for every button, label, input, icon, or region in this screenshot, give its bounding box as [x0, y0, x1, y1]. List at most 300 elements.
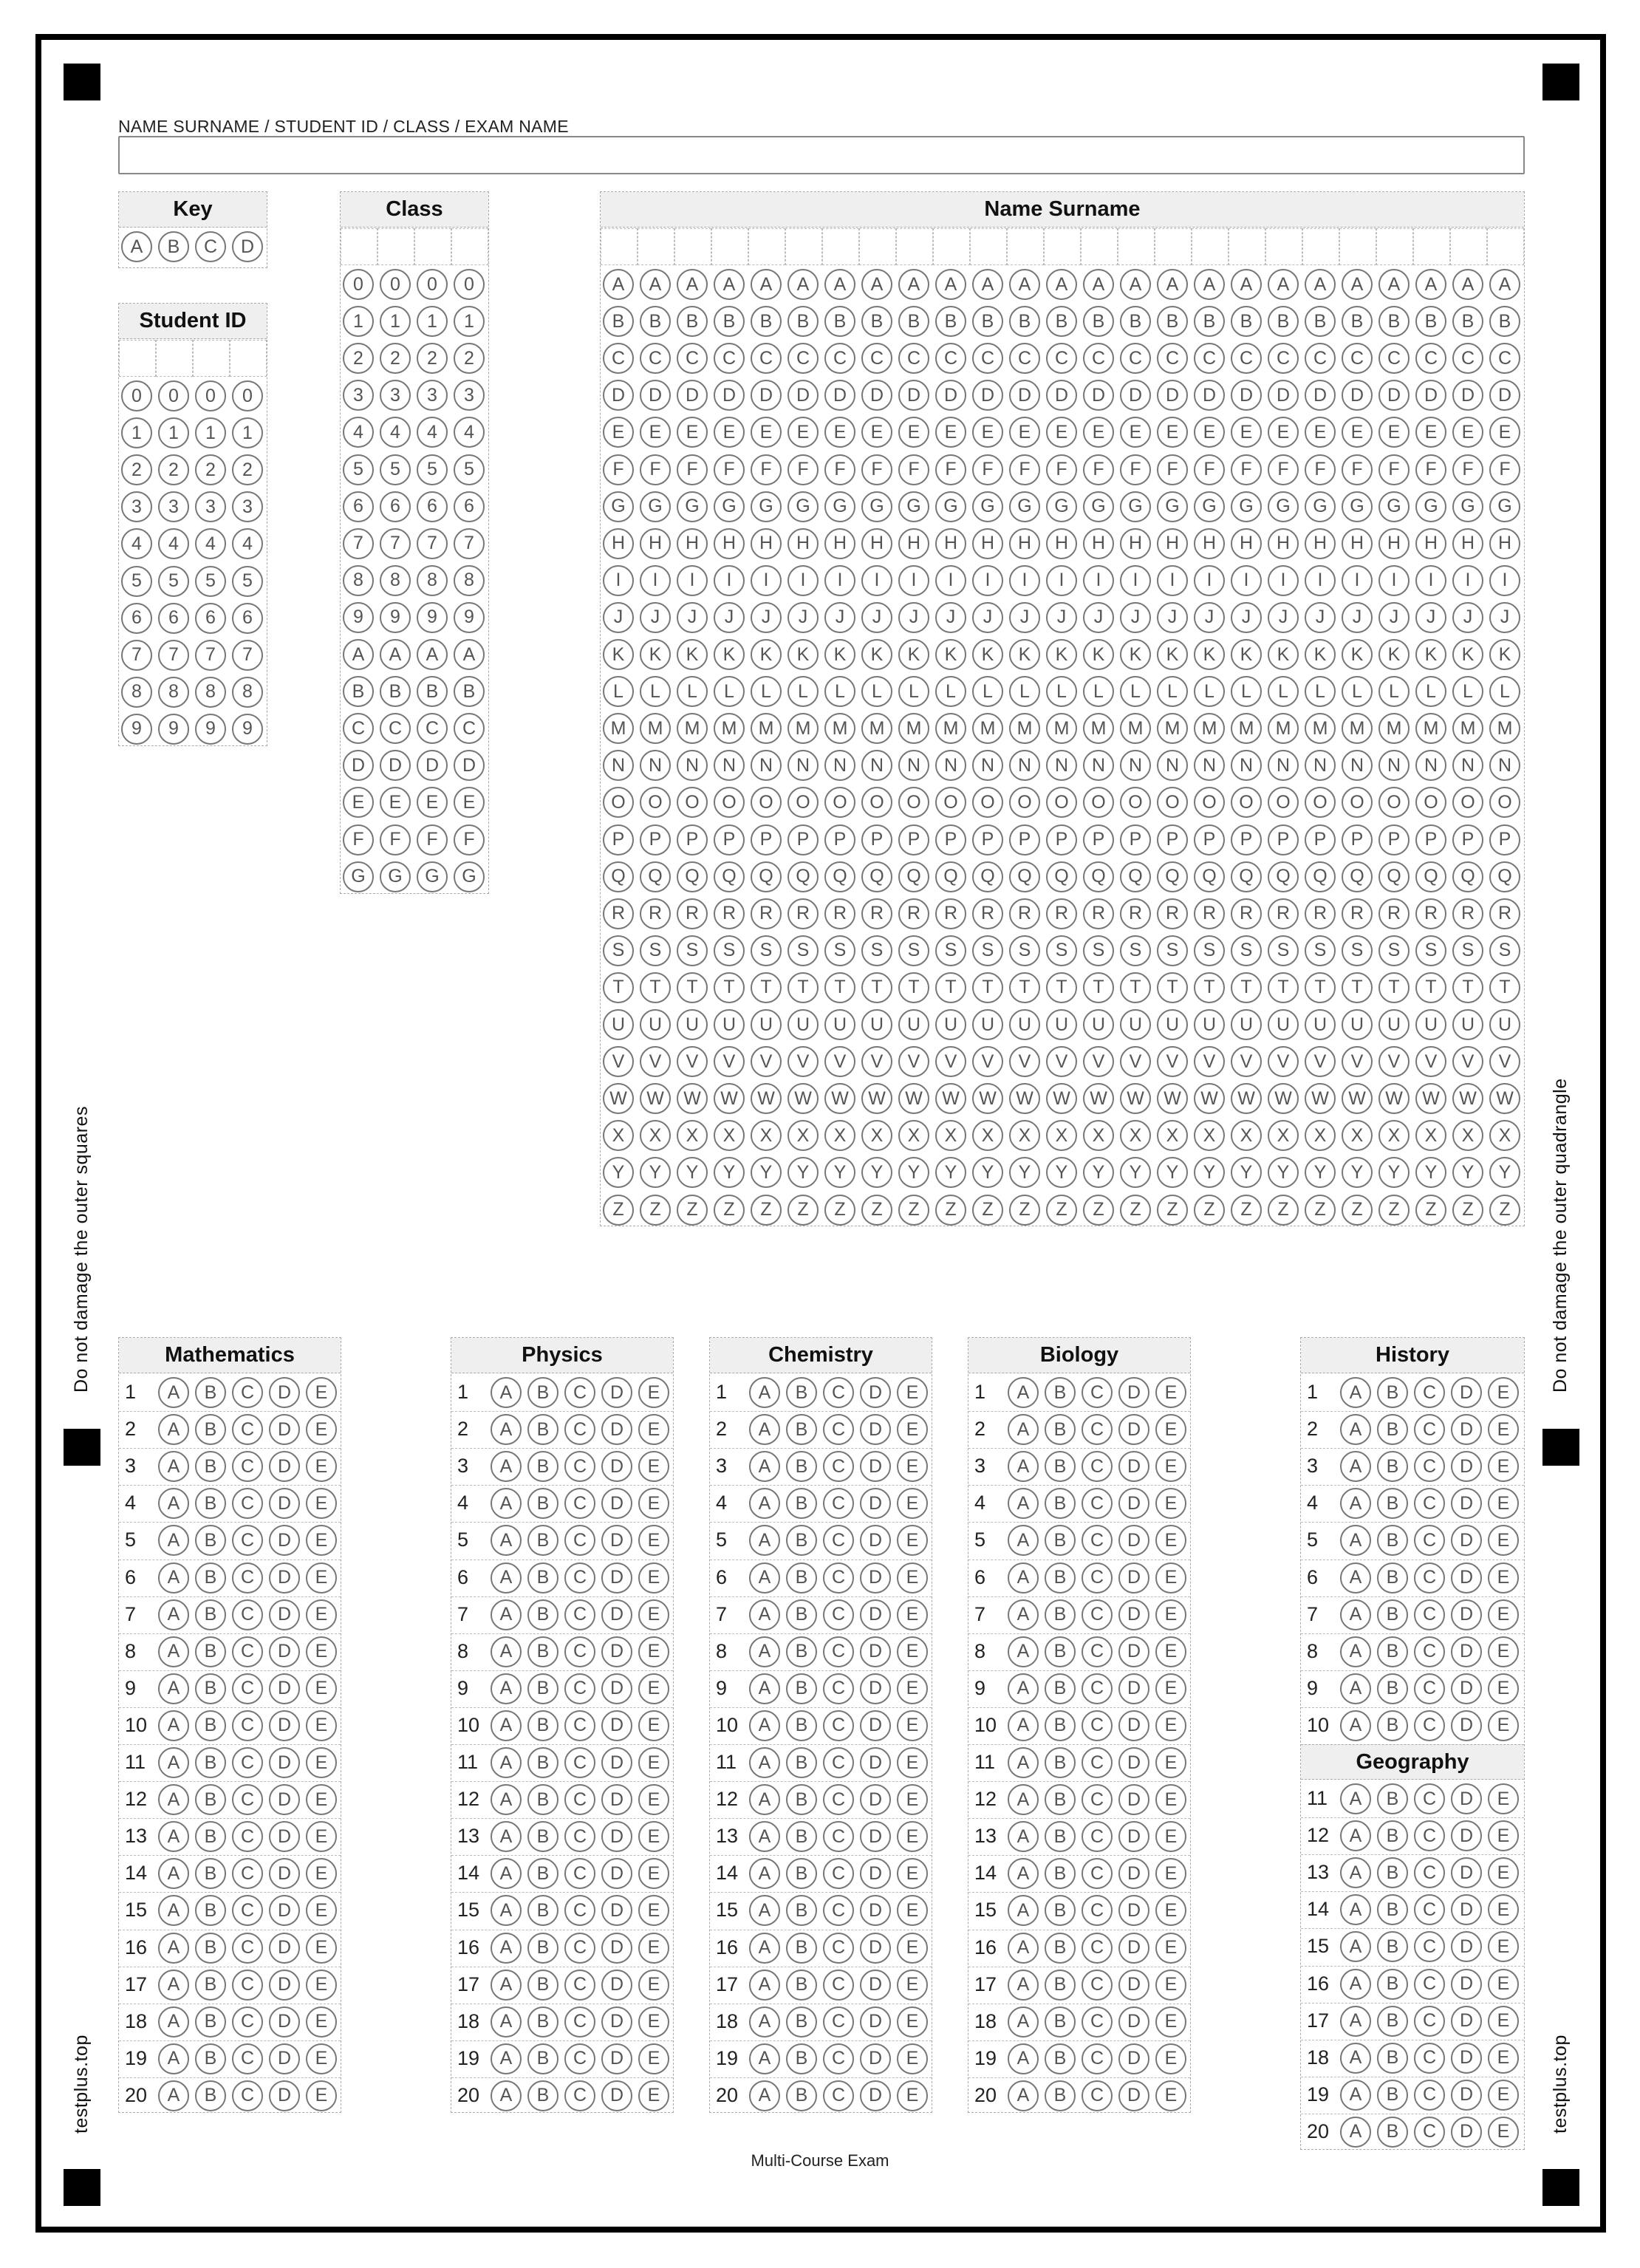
- biology-q7-option-c[interactable]: C: [1082, 1599, 1113, 1630]
- name-surname-bubble-c[interactable]: C: [824, 343, 855, 374]
- student-id-bubble-8[interactable]: 8: [158, 677, 189, 708]
- biology-q19-option-c[interactable]: C: [1082, 2043, 1113, 2074]
- name-surname-bubble-p[interactable]: P: [751, 824, 782, 855]
- biology-q7-option-d[interactable]: D: [1118, 1599, 1149, 1630]
- student-id-bubble-5[interactable]: 5: [232, 566, 263, 597]
- name-surname-bubble-i[interactable]: I: [935, 565, 966, 596]
- name-surname-bubble-m[interactable]: M: [1268, 713, 1299, 744]
- history-q2-option-e[interactable]: E: [1488, 1414, 1519, 1445]
- physics-q7-option-c[interactable]: C: [564, 1599, 595, 1630]
- name-surname-bubble-d[interactable]: D: [1489, 380, 1520, 411]
- student-id-bubble-0[interactable]: 0: [158, 380, 189, 411]
- name-surname-bubble-d[interactable]: D: [972, 380, 1003, 411]
- mathematics-q20-option-a[interactable]: A: [158, 2080, 189, 2111]
- biology-q16-option-a[interactable]: A: [1008, 1933, 1039, 1964]
- mathematics-q12-option-e[interactable]: E: [306, 1784, 337, 1815]
- student-id-bubble-2[interactable]: 2: [121, 454, 152, 485]
- name-surname-bubble-j[interactable]: J: [603, 602, 634, 633]
- name-surname-bubble-f[interactable]: F: [972, 454, 1003, 485]
- chemistry-q7-option-a[interactable]: A: [749, 1599, 780, 1630]
- biology-q4-option-b[interactable]: B: [1045, 1488, 1076, 1519]
- name-surname-bubble-c[interactable]: C: [935, 343, 966, 374]
- name-surname-write-box[interactable]: [1007, 228, 1044, 265]
- name-surname-bubble-k[interactable]: K: [1415, 639, 1446, 670]
- name-surname-bubble-c[interactable]: C: [1305, 343, 1336, 374]
- name-surname-bubble-j[interactable]: J: [1046, 602, 1077, 633]
- mathematics-q19-option-b[interactable]: B: [195, 2043, 226, 2074]
- name-surname-bubble-g[interactable]: G: [1231, 491, 1262, 522]
- chemistry-q1-option-b[interactable]: B: [786, 1377, 817, 1408]
- student-id-bubble-1[interactable]: 1: [195, 417, 226, 448]
- physics-q9-option-a[interactable]: A: [491, 1673, 522, 1704]
- name-surname-bubble-q[interactable]: Q: [603, 861, 634, 892]
- name-surname-bubble-m[interactable]: M: [1489, 713, 1520, 744]
- mathematics-q19-option-a[interactable]: A: [158, 2043, 189, 2074]
- history-q10-option-c[interactable]: C: [1414, 1710, 1445, 1741]
- biology-q2-option-d[interactable]: D: [1118, 1414, 1149, 1445]
- name-surname-bubble-g[interactable]: G: [1489, 491, 1520, 522]
- name-surname-bubble-a[interactable]: A: [1009, 269, 1040, 300]
- name-surname-bubble-a[interactable]: A: [787, 269, 819, 300]
- name-surname-bubble-x[interactable]: X: [1120, 1120, 1151, 1151]
- geography-q16-option-c[interactable]: C: [1414, 1969, 1445, 2000]
- name-surname-bubble-q[interactable]: Q: [1378, 861, 1410, 892]
- class-write-box[interactable]: [451, 228, 488, 265]
- name-surname-bubble-l[interactable]: L: [1046, 676, 1077, 707]
- name-surname-bubble-s[interactable]: S: [861, 935, 892, 966]
- name-surname-bubble-i[interactable]: I: [1046, 565, 1077, 596]
- name-surname-bubble-k[interactable]: K: [1009, 639, 1040, 670]
- name-surname-bubble-s[interactable]: S: [1342, 935, 1373, 966]
- mathematics-q15-option-e[interactable]: E: [306, 1895, 337, 1926]
- history-q8-option-a[interactable]: A: [1340, 1636, 1371, 1667]
- name-surname-bubble-k[interactable]: K: [1194, 639, 1225, 670]
- biology-q17-option-d[interactable]: D: [1118, 1970, 1149, 2001]
- chemistry-q17-option-a[interactable]: A: [749, 1970, 780, 2001]
- name-surname-bubble-y[interactable]: Y: [751, 1157, 782, 1188]
- name-surname-bubble-i[interactable]: I: [1342, 565, 1373, 596]
- name-surname-bubble-z[interactable]: Z: [1342, 1195, 1373, 1226]
- name-surname-bubble-y[interactable]: Y: [1378, 1157, 1410, 1188]
- history-q4-option-a[interactable]: A: [1340, 1488, 1371, 1519]
- mathematics-q4-option-d[interactable]: D: [269, 1488, 300, 1519]
- student-id-bubble-7[interactable]: 7: [121, 640, 152, 671]
- name-surname-bubble-l[interactable]: L: [1194, 676, 1225, 707]
- name-surname-bubble-x[interactable]: X: [677, 1120, 708, 1151]
- name-surname-bubble-w[interactable]: W: [1415, 1083, 1446, 1114]
- name-surname-bubble-c[interactable]: C: [898, 343, 929, 374]
- chemistry-q10-option-c[interactable]: C: [823, 1710, 854, 1741]
- name-surname-bubble-p[interactable]: P: [1342, 824, 1373, 855]
- chemistry-q2-option-e[interactable]: E: [897, 1414, 928, 1445]
- name-surname-bubble-v[interactable]: V: [1083, 1046, 1114, 1077]
- name-surname-bubble-c[interactable]: C: [1120, 343, 1151, 374]
- name-surname-bubble-n[interactable]: N: [1157, 750, 1188, 781]
- name-surname-bubble-o[interactable]: O: [751, 787, 782, 818]
- class-bubble-b[interactable]: B: [343, 676, 374, 707]
- chemistry-q17-option-d[interactable]: D: [860, 1970, 891, 2001]
- name-surname-bubble-f[interactable]: F: [751, 454, 782, 485]
- name-surname-bubble-u[interactable]: U: [1378, 1009, 1410, 1040]
- chemistry-q18-option-d[interactable]: D: [860, 2006, 891, 2038]
- name-surname-bubble-g[interactable]: G: [898, 491, 929, 522]
- name-surname-bubble-d[interactable]: D: [1231, 380, 1262, 411]
- name-surname-bubble-u[interactable]: U: [935, 1009, 966, 1040]
- biology-q19-option-b[interactable]: B: [1045, 2043, 1076, 2074]
- mathematics-q19-option-e[interactable]: E: [306, 2043, 337, 2074]
- name-surname-bubble-o[interactable]: O: [935, 787, 966, 818]
- mathematics-q11-option-d[interactable]: D: [269, 1747, 300, 1778]
- name-surname-bubble-x[interactable]: X: [1415, 1120, 1446, 1151]
- class-bubble-4[interactable]: 4: [380, 417, 411, 448]
- name-surname-bubble-b[interactable]: B: [714, 306, 745, 337]
- name-surname-bubble-d[interactable]: D: [1120, 380, 1151, 411]
- name-surname-bubble-t[interactable]: T: [1489, 972, 1520, 1003]
- chemistry-q14-option-b[interactable]: B: [786, 1858, 817, 1889]
- name-surname-bubble-q[interactable]: Q: [640, 861, 671, 892]
- name-surname-bubble-h[interactable]: H: [898, 528, 929, 559]
- history-q9-option-b[interactable]: B: [1377, 1673, 1408, 1704]
- biology-q6-option-d[interactable]: D: [1118, 1562, 1149, 1594]
- student-id-bubble-4[interactable]: 4: [158, 528, 189, 559]
- name-surname-bubble-y[interactable]: Y: [1046, 1157, 1077, 1188]
- geography-q11-option-a[interactable]: A: [1340, 1783, 1371, 1814]
- name-surname-bubble-y[interactable]: Y: [1157, 1157, 1188, 1188]
- name-surname-bubble-n[interactable]: N: [1194, 750, 1225, 781]
- name-surname-bubble-p[interactable]: P: [1305, 824, 1336, 855]
- name-surname-bubble-j[interactable]: J: [787, 602, 819, 633]
- biology-q7-option-e[interactable]: E: [1155, 1599, 1186, 1630]
- biology-q9-option-e[interactable]: E: [1155, 1673, 1186, 1704]
- biology-q10-option-d[interactable]: D: [1118, 1710, 1149, 1741]
- student-id-bubble-1[interactable]: 1: [158, 417, 189, 448]
- physics-q16-option-d[interactable]: D: [601, 1933, 632, 1964]
- name-surname-bubble-h[interactable]: H: [1194, 528, 1225, 559]
- name-surname-bubble-r[interactable]: R: [1378, 898, 1410, 929]
- name-surname-bubble-n[interactable]: N: [898, 750, 929, 781]
- name-surname-bubble-h[interactable]: H: [972, 528, 1003, 559]
- name-surname-bubble-s[interactable]: S: [1231, 935, 1262, 966]
- student-id-bubble-6[interactable]: 6: [121, 603, 152, 634]
- name-surname-bubble-p[interactable]: P: [1231, 824, 1262, 855]
- name-surname-bubble-o[interactable]: O: [1120, 787, 1151, 818]
- physics-q8-option-d[interactable]: D: [601, 1636, 632, 1667]
- name-surname-bubble-i[interactable]: I: [751, 565, 782, 596]
- physics-q15-option-b[interactable]: B: [527, 1895, 558, 1926]
- mathematics-q12-option-a[interactable]: A: [158, 1784, 189, 1815]
- chemistry-q5-option-e[interactable]: E: [897, 1525, 928, 1556]
- name-surname-bubble-m[interactable]: M: [1120, 713, 1151, 744]
- name-surname-bubble-i[interactable]: I: [1120, 565, 1151, 596]
- name-surname-bubble-h[interactable]: H: [1046, 528, 1077, 559]
- history-q6-option-c[interactable]: C: [1414, 1562, 1445, 1594]
- name-surname-bubble-s[interactable]: S: [1120, 935, 1151, 966]
- name-surname-bubble-p[interactable]: P: [972, 824, 1003, 855]
- geography-q11-option-e[interactable]: E: [1488, 1783, 1519, 1814]
- name-surname-bubble-a[interactable]: A: [1157, 269, 1188, 300]
- name-surname-bubble-x[interactable]: X: [898, 1120, 929, 1151]
- name-surname-bubble-u[interactable]: U: [1157, 1009, 1188, 1040]
- history-q4-option-c[interactable]: C: [1414, 1488, 1445, 1519]
- name-surname-bubble-q[interactable]: Q: [972, 861, 1003, 892]
- student-id-bubble-1[interactable]: 1: [232, 417, 263, 448]
- class-bubble-f[interactable]: F: [380, 824, 411, 855]
- biology-q16-option-b[interactable]: B: [1045, 1933, 1076, 1964]
- history-q6-option-e[interactable]: E: [1488, 1562, 1519, 1594]
- name-surname-bubble-k[interactable]: K: [751, 639, 782, 670]
- name-surname-write-box[interactable]: [1118, 228, 1155, 265]
- name-surname-bubble-f[interactable]: F: [787, 454, 819, 485]
- mathematics-q14-option-e[interactable]: E: [306, 1858, 337, 1889]
- mathematics-q11-option-c[interactable]: C: [232, 1747, 263, 1778]
- student-id-bubble-7[interactable]: 7: [158, 640, 189, 671]
- chemistry-q14-option-a[interactable]: A: [749, 1858, 780, 1889]
- name-surname-bubble-n[interactable]: N: [714, 750, 745, 781]
- name-surname-bubble-y[interactable]: Y: [714, 1157, 745, 1188]
- mathematics-q17-option-c[interactable]: C: [232, 1970, 263, 2001]
- chemistry-q6-option-e[interactable]: E: [897, 1562, 928, 1594]
- name-surname-bubble-l[interactable]: L: [972, 676, 1003, 707]
- physics-q3-option-c[interactable]: C: [564, 1451, 595, 1482]
- geography-q20-option-a[interactable]: A: [1340, 2117, 1371, 2148]
- name-surname-bubble-e[interactable]: E: [603, 417, 634, 448]
- history-q7-option-c[interactable]: C: [1414, 1599, 1445, 1630]
- key-bubble-c[interactable]: C: [195, 231, 226, 262]
- mathematics-q13-option-e[interactable]: E: [306, 1821, 337, 1852]
- chemistry-q19-option-a[interactable]: A: [749, 2043, 780, 2074]
- name-surname-bubble-m[interactable]: M: [677, 713, 708, 744]
- name-surname-bubble-k[interactable]: K: [603, 639, 634, 670]
- name-surname-bubble-y[interactable]: Y: [1009, 1157, 1040, 1188]
- chemistry-q2-option-b[interactable]: B: [786, 1414, 817, 1445]
- chemistry-q14-option-e[interactable]: E: [897, 1858, 928, 1889]
- biology-q6-option-e[interactable]: E: [1155, 1562, 1186, 1594]
- name-surname-bubble-f[interactable]: F: [861, 454, 892, 485]
- name-surname-bubble-x[interactable]: X: [1305, 1120, 1336, 1151]
- chemistry-q1-option-d[interactable]: D: [860, 1377, 891, 1408]
- mathematics-q9-option-a[interactable]: A: [158, 1673, 189, 1704]
- name-surname-bubble-t[interactable]: T: [1378, 972, 1410, 1003]
- biology-q4-option-d[interactable]: D: [1118, 1488, 1149, 1519]
- mathematics-q19-option-c[interactable]: C: [232, 2043, 263, 2074]
- name-surname-bubble-a[interactable]: A: [1415, 269, 1446, 300]
- name-surname-bubble-b[interactable]: B: [935, 306, 966, 337]
- name-surname-bubble-b[interactable]: B: [1009, 306, 1040, 337]
- chemistry-q20-option-d[interactable]: D: [860, 2080, 891, 2111]
- physics-q2-option-d[interactable]: D: [601, 1414, 632, 1445]
- biology-q20-option-a[interactable]: A: [1008, 2080, 1039, 2111]
- name-surname-bubble-x[interactable]: X: [1489, 1120, 1520, 1151]
- name-surname-bubble-w[interactable]: W: [1452, 1083, 1483, 1114]
- name-surname-bubble-b[interactable]: B: [1342, 306, 1373, 337]
- name-surname-bubble-g[interactable]: G: [1452, 491, 1483, 522]
- name-surname-bubble-z[interactable]: Z: [861, 1195, 892, 1226]
- history-q8-option-c[interactable]: C: [1414, 1636, 1445, 1667]
- biology-q10-option-e[interactable]: E: [1155, 1710, 1186, 1741]
- physics-q13-option-b[interactable]: B: [527, 1821, 558, 1852]
- name-surname-bubble-s[interactable]: S: [751, 935, 782, 966]
- physics-q11-option-c[interactable]: C: [564, 1747, 595, 1778]
- class-bubble-7[interactable]: 7: [454, 528, 485, 559]
- physics-q16-option-c[interactable]: C: [564, 1933, 595, 1964]
- biology-q19-option-e[interactable]: E: [1155, 2043, 1186, 2074]
- mathematics-q9-option-c[interactable]: C: [232, 1673, 263, 1704]
- name-surname-bubble-p[interactable]: P: [1452, 824, 1483, 855]
- class-bubble-0[interactable]: 0: [454, 269, 485, 300]
- student-id-bubble-9[interactable]: 9: [121, 714, 152, 745]
- key-bubble-a[interactable]: A: [121, 231, 152, 262]
- name-surname-bubble-w[interactable]: W: [1342, 1083, 1373, 1114]
- name-surname-bubble-n[interactable]: N: [1305, 750, 1336, 781]
- name-surname-bubble-z[interactable]: Z: [677, 1195, 708, 1226]
- name-surname-bubble-h[interactable]: H: [603, 528, 634, 559]
- biology-q20-option-d[interactable]: D: [1118, 2080, 1149, 2111]
- name-surname-bubble-h[interactable]: H: [1305, 528, 1336, 559]
- geography-q19-option-b[interactable]: B: [1377, 2080, 1408, 2111]
- name-surname-bubble-l[interactable]: L: [787, 676, 819, 707]
- name-surname-bubble-f[interactable]: F: [640, 454, 671, 485]
- name-surname-write-box[interactable]: [1450, 228, 1487, 265]
- name-surname-bubble-n[interactable]: N: [1489, 750, 1520, 781]
- name-surname-bubble-t[interactable]: T: [1415, 972, 1446, 1003]
- chemistry-q19-option-d[interactable]: D: [860, 2043, 891, 2074]
- mathematics-q4-option-c[interactable]: C: [232, 1488, 263, 1519]
- name-surname-bubble-o[interactable]: O: [787, 787, 819, 818]
- geography-q15-option-d[interactable]: D: [1451, 1931, 1482, 1962]
- name-surname-bubble-n[interactable]: N: [1342, 750, 1373, 781]
- name-surname-bubble-d[interactable]: D: [1194, 380, 1225, 411]
- name-surname-bubble-u[interactable]: U: [677, 1009, 708, 1040]
- name-surname-bubble-l[interactable]: L: [1378, 676, 1410, 707]
- name-surname-bubble-d[interactable]: D: [1083, 380, 1114, 411]
- chemistry-q8-option-a[interactable]: A: [749, 1636, 780, 1667]
- chemistry-q3-option-a[interactable]: A: [749, 1451, 780, 1482]
- name-surname-bubble-p[interactable]: P: [1415, 824, 1446, 855]
- name-surname-bubble-z[interactable]: Z: [824, 1195, 855, 1226]
- name-surname-bubble-v[interactable]: V: [1378, 1046, 1410, 1077]
- name-surname-bubble-y[interactable]: Y: [1120, 1157, 1151, 1188]
- biology-q10-option-b[interactable]: B: [1045, 1710, 1076, 1741]
- chemistry-q11-option-b[interactable]: B: [786, 1747, 817, 1778]
- mathematics-q16-option-b[interactable]: B: [195, 1933, 226, 1964]
- name-surname-bubble-g[interactable]: G: [603, 491, 634, 522]
- chemistry-q10-option-a[interactable]: A: [749, 1710, 780, 1741]
- mathematics-q20-option-b[interactable]: B: [195, 2080, 226, 2111]
- name-surname-bubble-w[interactable]: W: [1083, 1083, 1114, 1114]
- name-surname-bubble-u[interactable]: U: [861, 1009, 892, 1040]
- name-surname-bubble-g[interactable]: G: [1120, 491, 1151, 522]
- biology-q13-option-b[interactable]: B: [1045, 1821, 1076, 1852]
- class-bubble-4[interactable]: 4: [343, 417, 374, 448]
- name-surname-bubble-q[interactable]: Q: [824, 861, 855, 892]
- name-surname-bubble-q[interactable]: Q: [1009, 861, 1040, 892]
- student-id-bubble-1[interactable]: 1: [121, 417, 152, 448]
- name-surname-bubble-j[interactable]: J: [1157, 602, 1188, 633]
- name-surname-bubble-q[interactable]: Q: [1083, 861, 1114, 892]
- geography-q15-option-b[interactable]: B: [1377, 1931, 1408, 1962]
- name-surname-bubble-d[interactable]: D: [1415, 380, 1446, 411]
- chemistry-q14-option-c[interactable]: C: [823, 1858, 854, 1889]
- name-surname-bubble-e[interactable]: E: [935, 417, 966, 448]
- name-surname-bubble-o[interactable]: O: [1342, 787, 1373, 818]
- name-surname-bubble-c[interactable]: C: [1157, 343, 1188, 374]
- name-surname-bubble-t[interactable]: T: [1157, 972, 1188, 1003]
- name-surname-bubble-o[interactable]: O: [1231, 787, 1262, 818]
- physics-q15-option-e[interactable]: E: [638, 1895, 669, 1926]
- name-surname-bubble-e[interactable]: E: [1452, 417, 1483, 448]
- name-surname-bubble-y[interactable]: Y: [1231, 1157, 1262, 1188]
- name-surname-bubble-k[interactable]: K: [1452, 639, 1483, 670]
- geography-q16-option-b[interactable]: B: [1377, 1969, 1408, 2000]
- biology-q18-option-e[interactable]: E: [1155, 2006, 1186, 2038]
- biology-q12-option-e[interactable]: E: [1155, 1784, 1186, 1815]
- name-surname-bubble-l[interactable]: L: [714, 676, 745, 707]
- biology-q4-option-a[interactable]: A: [1008, 1488, 1039, 1519]
- history-q5-option-e[interactable]: E: [1488, 1525, 1519, 1556]
- chemistry-q4-option-a[interactable]: A: [749, 1488, 780, 1519]
- name-surname-bubble-p[interactable]: P: [1083, 824, 1114, 855]
- name-surname-bubble-b[interactable]: B: [824, 306, 855, 337]
- class-bubble-d[interactable]: D: [380, 750, 411, 781]
- name-surname-bubble-h[interactable]: H: [1120, 528, 1151, 559]
- mathematics-q2-option-b[interactable]: B: [195, 1414, 226, 1445]
- physics-q9-option-c[interactable]: C: [564, 1673, 595, 1704]
- name-surname-bubble-q[interactable]: Q: [1305, 861, 1336, 892]
- name-surname-bubble-m[interactable]: M: [603, 713, 634, 744]
- biology-q14-option-e[interactable]: E: [1155, 1858, 1186, 1889]
- name-surname-bubble-v[interactable]: V: [751, 1046, 782, 1077]
- name-surname-bubble-f[interactable]: F: [1194, 454, 1225, 485]
- name-surname-bubble-b[interactable]: B: [1452, 306, 1483, 337]
- class-bubble-0[interactable]: 0: [417, 269, 448, 300]
- name-surname-bubble-y[interactable]: Y: [1489, 1157, 1520, 1188]
- name-surname-bubble-q[interactable]: Q: [751, 861, 782, 892]
- name-surname-bubble-x[interactable]: X: [824, 1120, 855, 1151]
- name-surname-bubble-t[interactable]: T: [1046, 972, 1077, 1003]
- chemistry-q3-option-e[interactable]: E: [897, 1451, 928, 1482]
- name-surname-bubble-r[interactable]: R: [1415, 898, 1446, 929]
- name-surname-bubble-g[interactable]: G: [1378, 491, 1410, 522]
- chemistry-q10-option-d[interactable]: D: [860, 1710, 891, 1741]
- name-surname-bubble-x[interactable]: X: [1342, 1120, 1373, 1151]
- name-surname-bubble-q[interactable]: Q: [935, 861, 966, 892]
- name-surname-bubble-i[interactable]: I: [1268, 565, 1299, 596]
- name-surname-bubble-x[interactable]: X: [751, 1120, 782, 1151]
- class-bubble-4[interactable]: 4: [417, 417, 448, 448]
- physics-q13-option-d[interactable]: D: [601, 1821, 632, 1852]
- name-surname-bubble-s[interactable]: S: [787, 935, 819, 966]
- name-surname-bubble-i[interactable]: I: [1083, 565, 1114, 596]
- name-surname-bubble-d[interactable]: D: [1342, 380, 1373, 411]
- name-surname-bubble-g[interactable]: G: [787, 491, 819, 522]
- name-surname-bubble-q[interactable]: Q: [714, 861, 745, 892]
- geography-q20-option-c[interactable]: C: [1414, 2117, 1445, 2148]
- class-bubble-9[interactable]: 9: [417, 602, 448, 633]
- name-surname-bubble-n[interactable]: N: [1415, 750, 1446, 781]
- class-bubble-9[interactable]: 9: [454, 602, 485, 633]
- mathematics-q7-option-c[interactable]: C: [232, 1599, 263, 1630]
- physics-q8-option-b[interactable]: B: [527, 1636, 558, 1667]
- physics-q2-option-a[interactable]: A: [491, 1414, 522, 1445]
- physics-q20-option-c[interactable]: C: [564, 2080, 595, 2111]
- name-surname-bubble-b[interactable]: B: [898, 306, 929, 337]
- name-surname-bubble-e[interactable]: E: [1415, 417, 1446, 448]
- name-surname-bubble-p[interactable]: P: [787, 824, 819, 855]
- name-surname-bubble-q[interactable]: Q: [861, 861, 892, 892]
- name-surname-bubble-a[interactable]: A: [1046, 269, 1077, 300]
- name-surname-bubble-q[interactable]: Q: [787, 861, 819, 892]
- class-bubble-3[interactable]: 3: [380, 380, 411, 411]
